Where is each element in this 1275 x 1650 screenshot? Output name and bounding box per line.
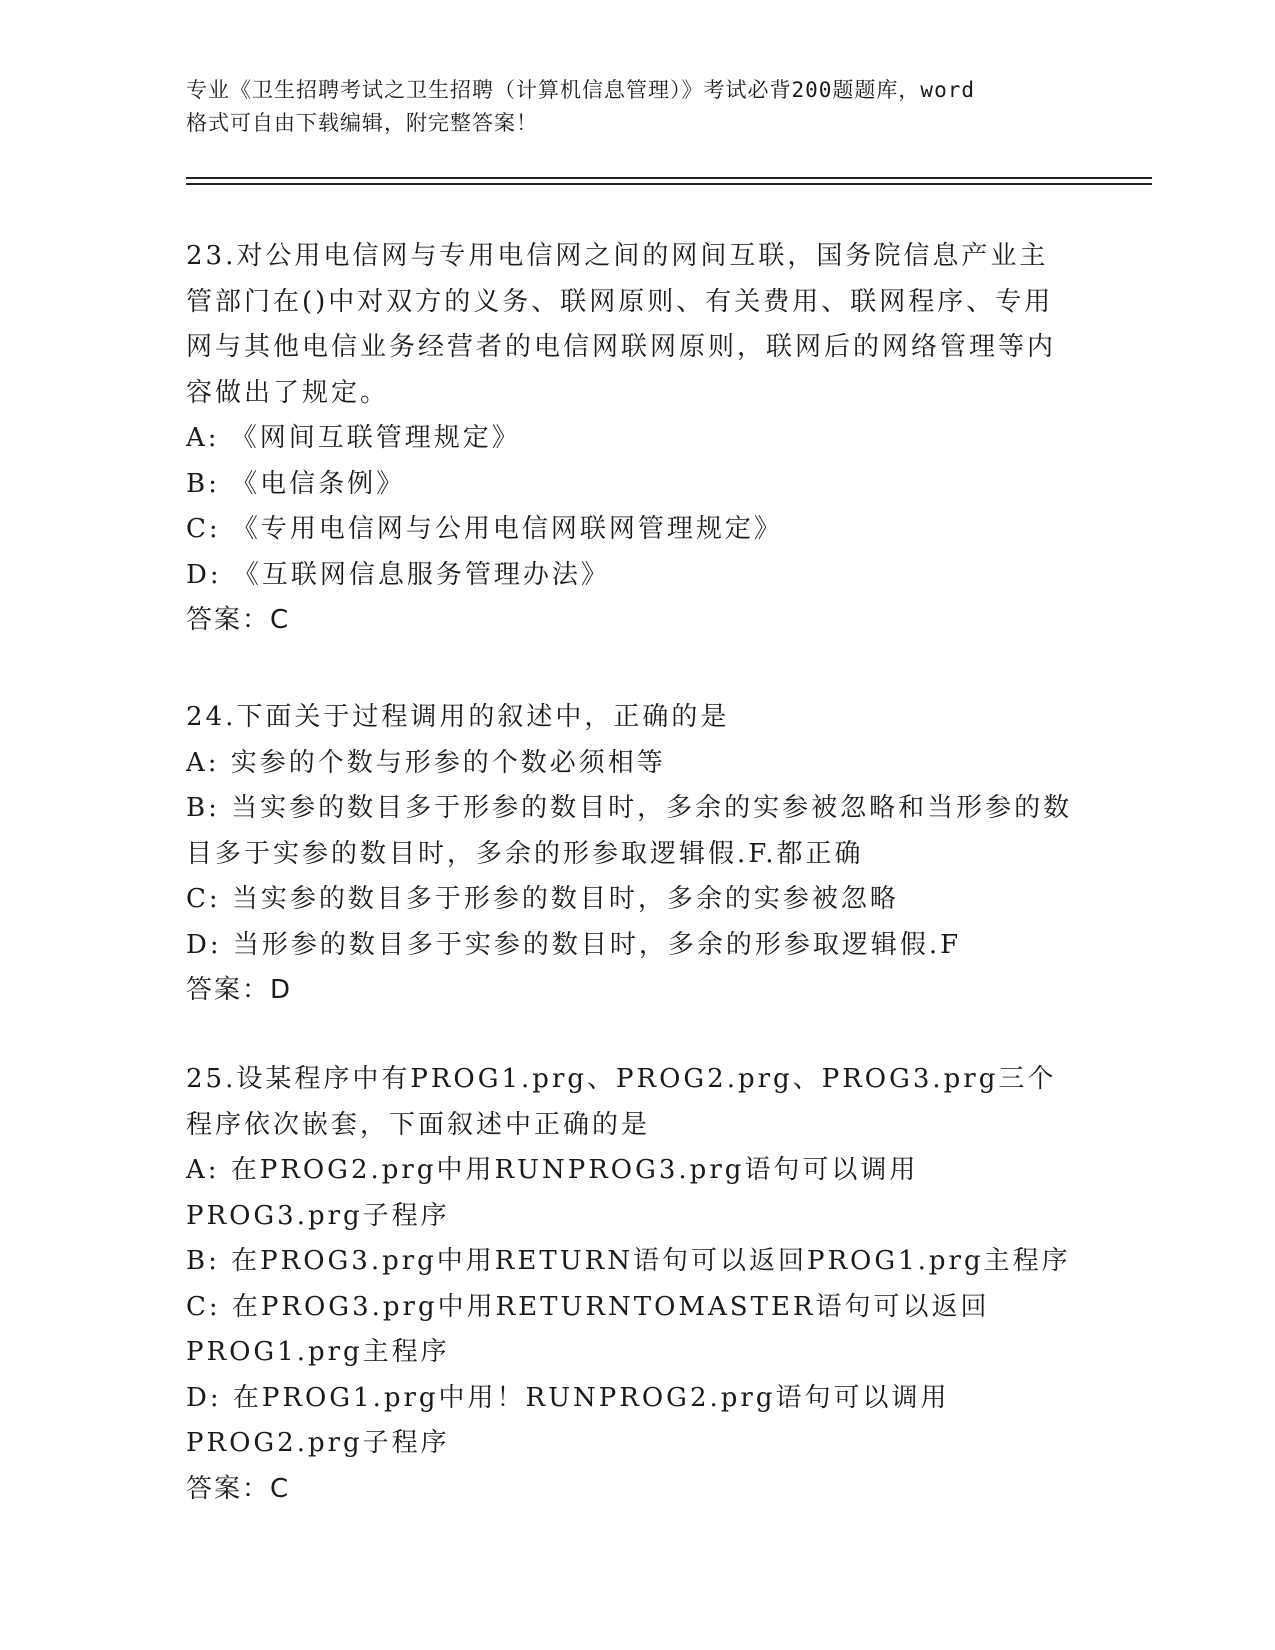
option-d: D: 在PROG1.prg中用！RUNPROG2.prg语句可以调用PROG2.prg子程序 [186,1382,950,1458]
option-a: A: 在PROG2.prg中用RUNPROG3.prg语句可以调用PROG3.prg子程序 [186,1155,919,1231]
header-line-2: 格式可自由下载编辑，附完整答案！ [186,111,538,135]
option-a: A: 实参的个数与形参的个数必须相等 [186,747,666,778]
option-b: B: 《电信条例》 [186,468,406,499]
header-line-1: 专业《卫生招聘考试之卫生招聘（计算机信息管理）》考试必背200题题库，word [186,78,975,102]
question-stem: 25.设某程序中有PROG1.prg、PROG2.prg、PROG3.prg三个程序依次嵌套，下面叙述中正确的是 [186,1064,1057,1140]
question-stem: 24.下面关于过程调用的叙述中，正确的是 [186,702,730,732]
answer-line: 答案：C [186,1473,291,1504]
option-b: B: 在PROG3.prg中用RETURN语句可以返回PROG1.prg主程序 [186,1246,1071,1276]
option-c: C: 《专用电信网与公用电信网联网管理规定》 [186,514,783,544]
option-d: D: 当形参的数目多于实参的数目时，多余的形参取逻辑假.F [186,929,962,960]
header-divider-top [186,177,1152,179]
option-c: C: 当实参的数目多于形参的数目时，多余的实参被忽略 [186,884,899,914]
question-25 [186,1057,1076,1512]
answer-line: 答案：D [186,975,293,1005]
option-b: B: 当实参的数目多于形参的数目时，多余的实参被忽略和当形参的数目多于实参的数目时，多余的形参取逻辑假.F.都正确 [186,793,1073,869]
option-a: A: 《网间互联管理规定》 [186,423,521,453]
answer-line: 答案：C [186,605,291,635]
question-24 [186,695,1076,1014]
question-23 [186,234,1076,644]
question-stem: 23.对公用电信网与专用电信网之间的网间互联，国务院信息产业主管部门在()中对双方的义务、联网原则、有关费用、联网程序、专用网与其他电信业务经营者的电信网联网原则，联网后的网络管理等内容做出了规定。 [186,241,1057,408]
option-d: D: 《互联网信息服务管理办法》 [186,559,610,590]
option-c: C: 在PROG3.prg中用RETURNTOMASTER语句可以返回PROG1.prg主程序 [186,1291,990,1367]
header-divider-bottom [186,183,1152,185]
document-header [186,74,1086,140]
